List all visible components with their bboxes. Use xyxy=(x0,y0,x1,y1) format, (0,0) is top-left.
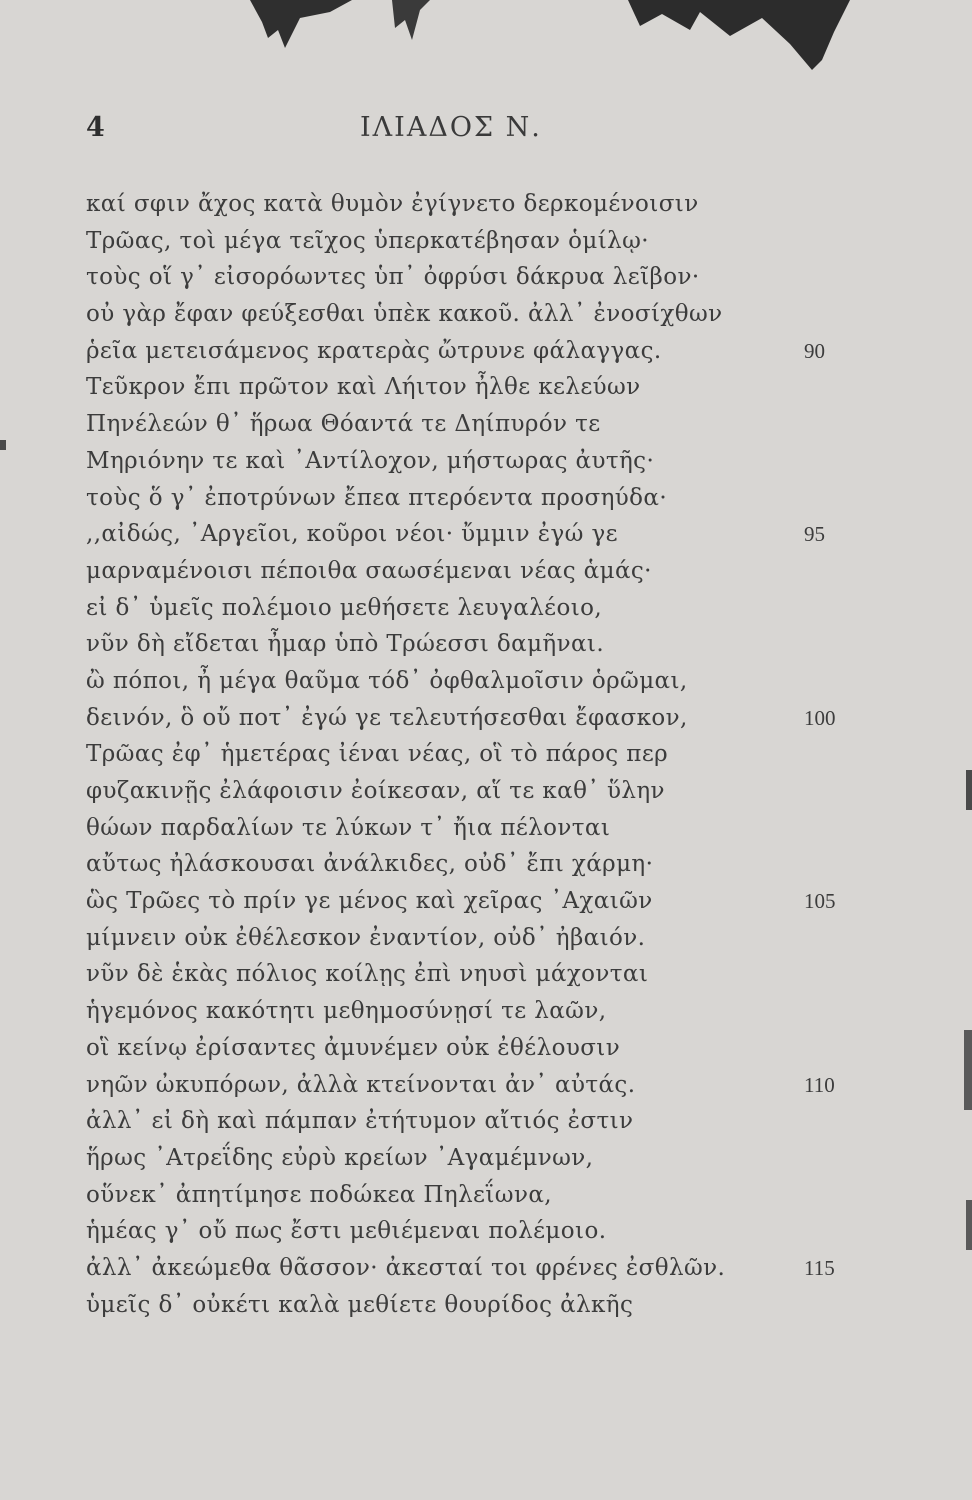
verse-line xyxy=(86,993,956,1030)
margin-speck xyxy=(0,440,6,450)
verse-text-line: οἳ κείνῳ ἐρίσαντες ἀμυνέμεν οὐκ ἐθέλουσιν xyxy=(86,1034,621,1061)
verse-line xyxy=(86,956,956,993)
verse-text-line: τοὺς ὅ γ᾽ ἐποτρύνων ἔπεα πτερόεντα προσηύδα· xyxy=(86,484,668,511)
verse-line xyxy=(86,1030,956,1067)
verse-line xyxy=(86,186,956,223)
line-number: 90 xyxy=(804,338,825,363)
verse-line xyxy=(86,1250,956,1287)
verse-text-line: θώων παρδαλίων τε λύκων τ᾽ ἤια πέλονται xyxy=(86,814,611,841)
page-number: 4 xyxy=(86,112,105,143)
verse-text-line: εἰ δ᾽ ὑμεῖς πολέμοιο μεθήσετε λευγαλέοιο, xyxy=(86,594,603,621)
verse-line xyxy=(86,736,956,773)
verse-line xyxy=(86,223,956,260)
verse-line xyxy=(86,810,956,847)
verse-text-line: μαρναμένοισι πέποιθα σαωσέμεναι νέας ἁμάς· xyxy=(86,557,652,584)
torn-paper-shadow-mid xyxy=(392,0,430,40)
verse-text-line: τοὺς οἵ γ᾽ εἰσορόωντες ὑπ᾽ ὀφρύσι δάκρυα λεῖβον· xyxy=(86,264,700,291)
verse-text-line: ἀλλ᾽ ἀκεώμεθα θᾶσσον· ἀκεσταί τοι φρένες ἐσθλῶν. xyxy=(86,1254,726,1281)
verse-text-line: Τρῶας, τοὶ μέγα τεῖχος ὑπερκατέβησαν ὁμίλῳ· xyxy=(86,227,649,254)
running-title: ΙΛΙΑΔΟΣ Ν. xyxy=(360,112,542,143)
verse-text-line: ὑμεῖς δ᾽ οὐκέτι καλὰ μεθίετε θουρίδος ἀλκῆς xyxy=(86,1291,634,1318)
verse-line xyxy=(86,1067,956,1104)
verse-text-line: ἀλλ᾽ εἰ δὴ καὶ πάμπαν ἐτήτυμον αἴτιός ἐστιν xyxy=(86,1108,634,1135)
running-header xyxy=(0,112,972,152)
verse-text-line: νῦν δὲ ἑκὰς πόλιος κοίλῃς ἐπὶ νηυσὶ μάχονται xyxy=(86,961,649,988)
verse-line xyxy=(86,846,956,883)
verse-text-line: δεινόν, ὃ οὔ ποτ᾽ ἐγώ γε τελευτήσεσθαι ἔφασκον, xyxy=(86,704,688,731)
verse-text-line: νηῶν ὠκυπόρων, ἀλλὰ κτείνονται ἀν᾽ αὐτάς. xyxy=(86,1071,636,1098)
verse-text-line: οὐ γὰρ ἔφαν φεύξεσθαι ὑπὲκ κακοῦ. ἀλλ᾽ ἐνοσίχθων xyxy=(86,301,723,328)
verse-text-line: ἡμέας γ᾽ οὔ πως ἔστι μεθιέμεναι πολέμοιο. xyxy=(86,1218,607,1245)
verse-text-line: αὔτως ἠλάσκουσαι ἀνάλκιδες, οὐδ᾽ ἔπι χάρμη· xyxy=(86,851,654,878)
verse-line xyxy=(86,369,956,406)
verse-line xyxy=(86,333,956,370)
verse-line xyxy=(86,663,956,700)
verse-line xyxy=(86,516,956,553)
verse-text-line: οὕνεκ᾽ ἀπητίμησε ποδώκεα Πηλεΐωνα, xyxy=(86,1181,552,1208)
margin-speck xyxy=(964,1030,972,1110)
verse-text-line: ῥεῖα μετεισάμενος κρατερὰς ὤτρυνε φάλαγγας. xyxy=(86,337,662,364)
torn-top-edge xyxy=(0,0,972,80)
verse-line xyxy=(86,590,956,627)
verse-text-line: Τρῶας ἐφ᾽ ἡμετέρας ἰέναι νέας, οἳ τὸ πάρος περ xyxy=(86,741,669,768)
verse-text-line: μίμνειν οὐκ ἐθέλεσκον ἐναντίον, οὐδ᾽ ἠβαιόν. xyxy=(86,924,646,951)
verse-text-line: ὣς Τρῶες τὸ πρίν γε μένος καὶ χεῖρας ᾿Αχαιῶν xyxy=(86,888,653,915)
verse-line xyxy=(86,626,956,663)
verse-line xyxy=(86,1140,956,1177)
verse-text-line: ὢ πόποι, ἦ μέγα θαῦμα τόδ᾽ ὀφθαλμοῖσιν ὁρῶμαι, xyxy=(86,667,688,694)
verse-line xyxy=(86,480,956,517)
verse-text-line: Μηριόνην τε καὶ ᾿Αντίλοχον, μήστωρας ἀυτῆς· xyxy=(86,447,655,474)
verse-text-line: Πηνέλεών θ᾽ ἥρωα Θόαντά τε Δηίπυρόν τε xyxy=(86,411,601,438)
verse-text-line: νῦν δὴ εἴδεται ἦμαρ ὑπὸ Τρώεσσι δαμῆναι. xyxy=(86,631,605,658)
verse-line xyxy=(86,1177,956,1214)
verse-line xyxy=(86,1213,956,1250)
line-number: 115 xyxy=(804,1255,835,1280)
verse-line xyxy=(86,296,956,333)
verse-text-line: φυζακινῇς ἐλάφοισιν ἐοίκεσαν, αἵ τε καθ᾽ ὕλην xyxy=(86,778,665,804)
line-number: 105 xyxy=(804,889,836,914)
line-number: 100 xyxy=(804,705,836,730)
verse-line xyxy=(86,406,956,443)
torn-paper-shadow-left xyxy=(250,0,352,48)
verse-line xyxy=(86,773,956,810)
verse-text-line: καί σφιν ἄχος κατὰ θυμὸν ἐγίγνετο δερκομένοισιν xyxy=(86,191,699,217)
margin-speck xyxy=(966,770,972,810)
verse-text-line: ἡγεμόνος κακότητι μεθημοσύνῃσί τε λαῶν, xyxy=(86,998,607,1025)
verse-line xyxy=(86,259,956,296)
torn-paper-shadow-right xyxy=(628,0,850,70)
verse-text-line: ἥρως ᾿Ατρεΐδης εὐρὺ κρείων ᾿Αγαμέμνων, xyxy=(86,1144,594,1171)
verse-text xyxy=(86,186,956,1323)
verse-line xyxy=(86,1103,956,1140)
line-number: 110 xyxy=(804,1072,835,1097)
verse-line xyxy=(86,700,956,737)
verse-line xyxy=(86,920,956,957)
verse-line xyxy=(86,883,956,920)
verse-text-line: Τεῦκρον ἔπι πρῶτον καὶ Λήιτον ἦλθε κελεύων xyxy=(86,374,641,401)
verse-line xyxy=(86,1287,956,1324)
verse-line xyxy=(86,443,956,480)
margin-speck xyxy=(966,1200,972,1250)
line-number: 95 xyxy=(804,522,825,547)
verse-line xyxy=(86,553,956,590)
verse-text-line: ,,αἰδώς, ᾿Αργεῖοι, κοῦροι νέοι· ὔμμιν ἐγώ γε xyxy=(86,521,618,548)
